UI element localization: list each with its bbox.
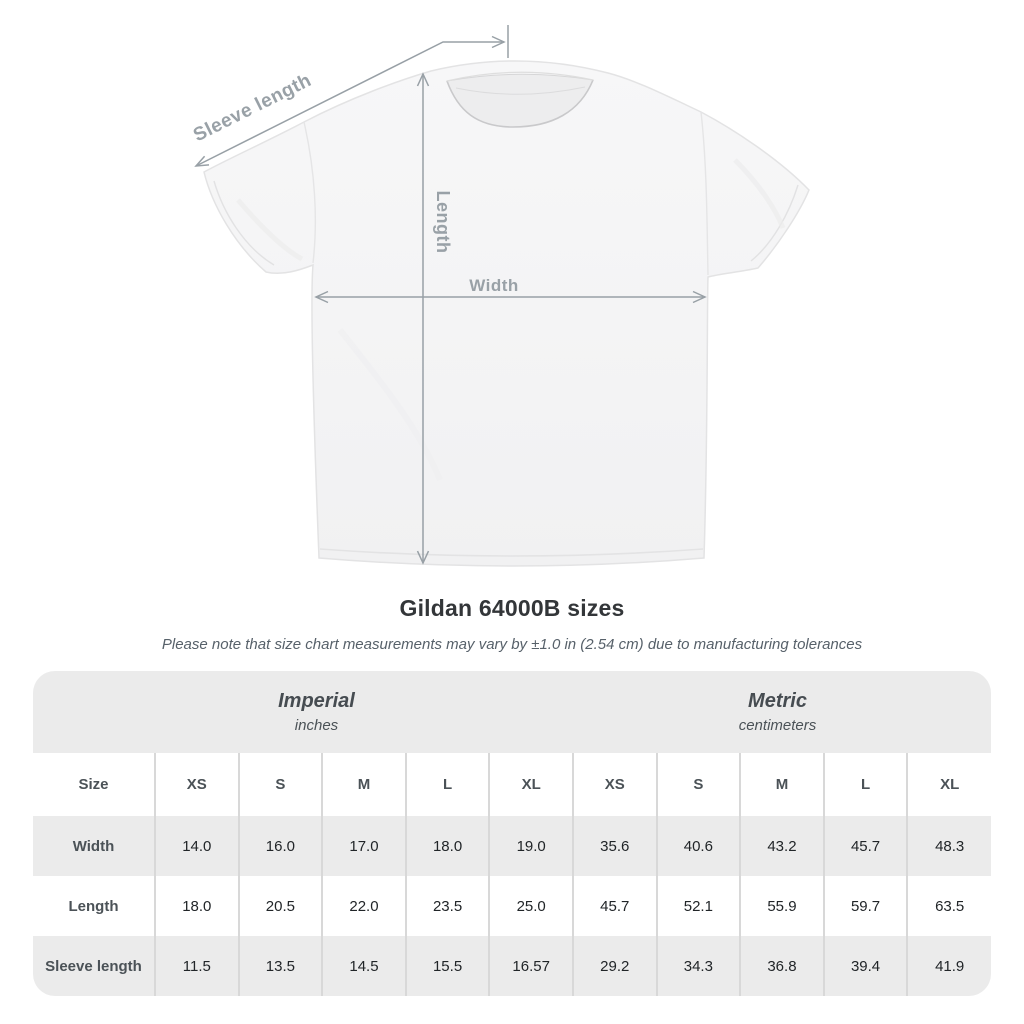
size-col-header-imperial-s: S [239,753,323,816]
cell-length-metric-xs: 45.7 [573,876,657,936]
cell-length-metric-l: 59.7 [824,876,908,936]
table-row-width [33,816,991,876]
cell-length-metric-xl: 63.5 [907,876,991,936]
cell-width-imperial-xs: 14.0 [155,816,239,876]
cell-length-metric-s: 52.1 [657,876,741,936]
cell-sleeve-imperial-xl: 16.57 [489,936,573,996]
size-col-header-imperial-m: M [322,753,406,816]
page-title: Gildan 64000B sizes [399,595,625,621]
size-header-row [33,753,991,816]
cell-sleeve-imperial-m: 14.5 [322,936,406,996]
imperial-label: Imperial [278,690,355,712]
width-label: Width [469,276,519,295]
metric-label: Metric [748,690,807,712]
cell-sleeve-metric-s: 34.3 [657,936,741,996]
cell-width-metric-xl: 48.3 [907,816,991,876]
cell-sleeve-imperial-s: 13.5 [239,936,323,996]
size-col-header-imperial-xs: XS [155,753,239,816]
cell-width-metric-l: 45.7 [824,816,908,876]
cell-sleeve-metric-xs: 29.2 [573,936,657,996]
cell-width-imperial-m: 17.0 [322,816,406,876]
cell-length-imperial-xl: 25.0 [489,876,573,936]
table-row-sleeve-length [33,936,991,996]
cell-width-metric-xs: 35.6 [573,816,657,876]
sleeve-length-label: Sleeve length [190,69,315,147]
cell-width-metric-m: 43.2 [740,816,824,876]
cell-sleeve-metric-l: 39.4 [824,936,908,996]
size-col-header-metric-l: L [824,753,908,816]
cell-width-imperial-l: 18.0 [406,816,490,876]
size-col-header-metric-m: M [740,753,824,816]
size-table [33,671,991,996]
size-col-header-metric-xl: XL [907,753,991,816]
cell-length-imperial-xs: 18.0 [155,876,239,936]
row-label-width: Width [33,816,155,876]
cell-sleeve-metric-xl: 41.9 [907,936,991,996]
metric-sublabel: centimeters [738,717,817,734]
cell-width-metric-s: 40.6 [657,816,741,876]
cell-width-imperial-s: 16.0 [239,816,323,876]
row-label-length: Length [33,876,155,936]
size-corner-header: Size [33,753,155,816]
size-col-header-metric-xs: XS [573,753,657,816]
imperial-sublabel: inches [294,717,339,734]
size-col-header-imperial-l: L [406,753,490,816]
cell-length-imperial-s: 20.5 [239,876,323,936]
tolerance-note: Please note that size chart measurements may vary by ±1.0 in (2.54 cm) due to manufacturing tolerances [161,636,863,653]
cell-width-imperial-xl: 19.0 [489,816,573,876]
cell-sleeve-metric-m: 36.8 [740,936,824,996]
imperial-header [33,671,573,753]
unit-header-row [33,671,991,753]
cell-length-metric-m: 55.9 [740,876,824,936]
table-row-length [33,876,991,936]
tshirt-illustration [204,61,809,566]
cell-length-imperial-l: 23.5 [406,876,490,936]
size-col-header-metric-s: S [657,753,741,816]
cell-sleeve-imperial-xs: 11.5 [155,936,239,996]
cell-sleeve-imperial-l: 15.5 [406,936,490,996]
size-table-grid [33,671,991,996]
row-label-sleeve-length: Sleeve length [33,936,155,996]
length-label: Length [433,190,453,254]
cell-length-imperial-m: 22.0 [322,876,406,936]
size-col-header-imperial-xl: XL [489,753,573,816]
metric-header [573,671,991,753]
